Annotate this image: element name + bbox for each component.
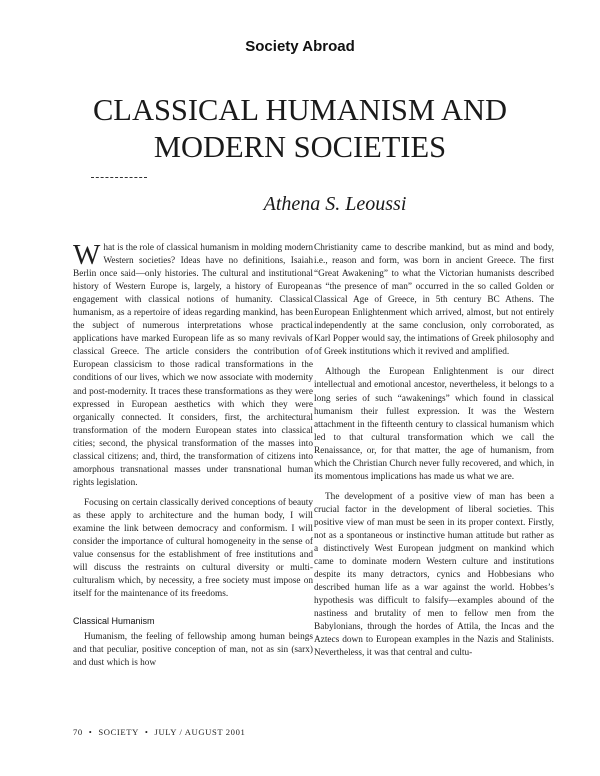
issue-date: JULY / AUGUST 2001 — [154, 727, 246, 737]
paragraph: Christianity came to describe mankind, but as mind and body, i.e., reason and form, was born in ancient Greece. The first “Great Awakening” to what the Victorian humanists described as “the presence of man” occurred in the so called Golden or Classical Age of Greece, in 5th century BC Athens. The European Enlightenment which arrived, almost, but not entirely independently at the same conclusion, only corroborated, as Karl Popper would say, the intimations of Greek philosophy and of Greek institutions which it revived and amplified. — [314, 243, 554, 358]
subheading: Classical Humanism — [73, 616, 155, 627]
title-line-2: MODERN SOCIETIES — [153, 130, 447, 164]
author-name: Athena S. Leoussi — [263, 193, 407, 215]
right-column — [314, 242, 554, 660]
left-column — [73, 239, 313, 670]
paragraph: Humanism, the feeling of fellowship among human beings and that peculiar, positive conception of man, not as sin (sarx) and dust which is how — [73, 632, 313, 669]
paragraph: Focusing on certain classically derived conceptions of beauty as these apply to architecture and the human body, I will examine the link between democracy and conformism. I will consider the importance of cultural homogeneity in the sense of value consensus for the establishment of free institutions and will discuss the restraints on cultural diversity or multi-culturalism which, by necessity, a free society must impose on itself for the maintenance of its freedoms. — [73, 497, 313, 600]
separator-dot: • — [88, 727, 93, 737]
separator-dot: • — [144, 727, 149, 737]
title-line-1: CLASSICAL HUMANISM AND — [92, 93, 508, 127]
drop-cap: W — [73, 239, 101, 271]
journal-name: SOCIETY — [98, 727, 139, 737]
paragraph-text: hat is the role of classical humanism in molding modern Western societies? Ideas have no definitions, Isaiah Berlin once said—only histories. The cultural and institutional history of Western Europe is, largely, a history of European engagement with classical notions of humanity. Classical humanism, as a repertoire of ideas regarding mankind, has been the subject of numerous interpretations whose practical applications have marked European life as so many revivals of classical Greece. The article considers the contribution of European classicism to those radical transformations in the conditions of our lives, which we now associate with modernity and post-modernity. It traces these transformations as they were expressed in European aesthetics with which they were organically connected. It considers, first, the architectural transformation of the modern European states into classical cities; second, the physical transformation of the masses into classical citizens; and, third, the transformation of citizens into amorphous transnational masses under transnational human rights legislation. — [73, 243, 313, 488]
paragraph: Although the European Enlightenment is our direct intellectual and emotional ancestor, nevertheless, it belongs to a long series of such “awakenings” which found in classical humanism their fullest expression. It was the Western attachment in the fifteenth century to classical humanism which led to that cultural transformation which we call the Renaissance, or, for that matter, the age of humanism, from which the Christian Church never fully recovered, and which, in its momentous implications has made us what we are. — [314, 367, 554, 482]
section-label: Society Abroad — [245, 38, 355, 55]
page-number: 70 — [73, 727, 83, 737]
paragraph: The development of a positive view of man has been a crucial factor in the development of liberal societies. This positive view of man must be seen in its proper context. Firstly, not as a spontaneous or instinctive human attitude but rather as a distinctively West European judgment on mankind which came to dominate modern Western culture and institutions despite its many detractors, cynics and Hobbesians who described human life as a war against the world. Hobbes’s hypothesis was difficult to falsify—examples abound of the nastiness and brutality of men to fellow men from the Babylonians, through the hordes of Attila, the Incas and the Aztecs down to European examples in the Nazis and Stalinists. Nevertheless, it was that central and cultu- — [314, 491, 554, 659]
article-title — [0, 92, 600, 166]
title-divider — [91, 177, 147, 178]
page-footer — [73, 727, 245, 737]
paragraph — [73, 239, 313, 490]
